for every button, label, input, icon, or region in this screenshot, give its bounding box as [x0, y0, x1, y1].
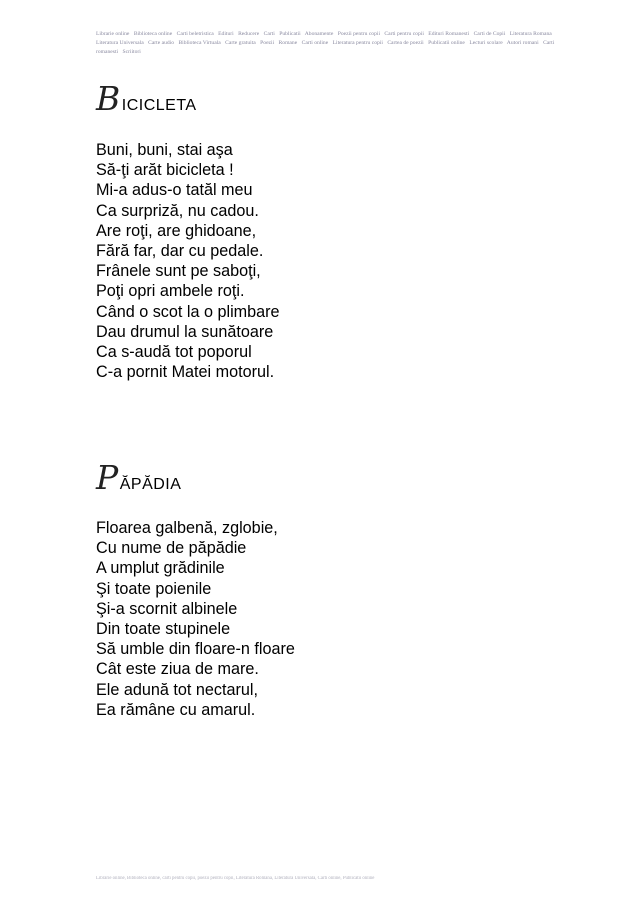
- poem-line: Poţi opri ambele roţi.: [96, 282, 245, 301]
- poem-line: Floarea galbenă, zglobie,: [96, 519, 278, 537]
- poem-line: Cât este ziua de mare.: [96, 660, 259, 679]
- header-link[interactable]: Cartea de poezii: [387, 40, 424, 46]
- header-link[interactable]: Edituri Romanesti: [428, 31, 470, 37]
- header-link[interactable]: Carti romanesti: [96, 40, 555, 55]
- header-link[interactable]: Carte gratuita: [225, 40, 256, 46]
- poem-line: Dau drumul la sunătoare: [96, 322, 274, 341]
- header-link[interactable]: Poezii: [260, 40, 275, 46]
- header-link[interactable]: Literatura pentru copii: [332, 40, 383, 46]
- poem-line: Când o scot la o plimbare: [96, 302, 280, 321]
- poem-line: Are roţi, are ghidoane,: [96, 221, 257, 240]
- header-link[interactable]: Carti de Copii: [473, 31, 506, 37]
- poem-line: Frânele sunt pe saboţi,: [96, 262, 261, 281]
- header-link[interactable]: Literatura Romana: [509, 31, 552, 37]
- header-link[interactable]: Carte audio: [148, 40, 175, 46]
- header-link[interactable]: Biblioteca Virtuala: [178, 40, 221, 46]
- header-link[interactable]: Poezii pentru copii: [337, 31, 381, 37]
- poem-stanza: [96, 140, 280, 382]
- poem-line: Ea rămâne cu amarul.: [96, 700, 256, 719]
- header-link[interactable]: Carti online: [301, 40, 329, 46]
- header-link[interactable]: Publicatii: [279, 31, 301, 37]
- poem-title-text: ICICLETA: [121, 97, 197, 114]
- header-link[interactable]: Biblioteca online: [133, 31, 173, 37]
- header-link[interactable]: Edituri: [218, 31, 234, 37]
- header-link[interactable]: Reducere: [238, 31, 260, 37]
- header-link[interactable]: Romane: [278, 40, 298, 46]
- poem-line: Buni, buni, stai aşa: [96, 141, 233, 159]
- footer-links[interactable]: Librarie online, Biblioteca online, carti pentru copii, poezii pentru copii, Literatura Romana, Literatura Universala, Carti online, Publicatii online: [96, 876, 375, 881]
- header-link[interactable]: Autori romani: [506, 40, 539, 46]
- drop-cap: B: [96, 79, 121, 118]
- poem-line: Să umble din floare-n floare: [96, 640, 295, 659]
- header-link[interactable]: Carti pentru copii: [384, 31, 424, 37]
- poem-line: Mi-a adus-o tatăl meu: [96, 181, 253, 200]
- header-link[interactable]: Publicatii online: [428, 40, 465, 46]
- header-link[interactable]: Abonamente: [304, 31, 334, 37]
- poem-line: Şi-a scornit albinele: [96, 599, 238, 618]
- header-link[interactable]: Librarie online: [96, 31, 130, 37]
- header-link[interactable]: Carti beletristica: [176, 31, 214, 37]
- poem-title: [96, 458, 182, 497]
- poem-line: Ele adună tot nectarul,: [96, 680, 258, 699]
- header-link[interactable]: Scriitori: [122, 49, 141, 55]
- header-links: [96, 30, 558, 57]
- poem-stanza: [96, 518, 295, 720]
- poem-line: Din toate stupinele: [96, 620, 231, 639]
- header-link[interactable]: Literatura Universala: [96, 40, 144, 46]
- poem-line: Ca surpriză, nu cadou.: [96, 201, 259, 220]
- poem-line: Şi toate poienile: [96, 579, 212, 598]
- drop-cap: P: [96, 458, 119, 497]
- poem-line: Ca s-audă tot poporul: [96, 343, 252, 362]
- poem-line: A umplut grădinile: [96, 559, 225, 578]
- poem-line: C-a pornit Matei motorul.: [96, 363, 275, 382]
- poem-line: Să-ţi arăt bicicleta !: [96, 161, 234, 180]
- poem-title: [96, 79, 197, 118]
- poem-title-text: ĂPĂDIA: [119, 476, 182, 493]
- header-link[interactable]: Carti: [263, 31, 275, 37]
- poem-line: Fără far, dar cu pedale.: [96, 242, 264, 261]
- header-link[interactable]: Lecturi scolare: [469, 40, 503, 46]
- poem-line: Cu nume de păpădie: [96, 539, 247, 558]
